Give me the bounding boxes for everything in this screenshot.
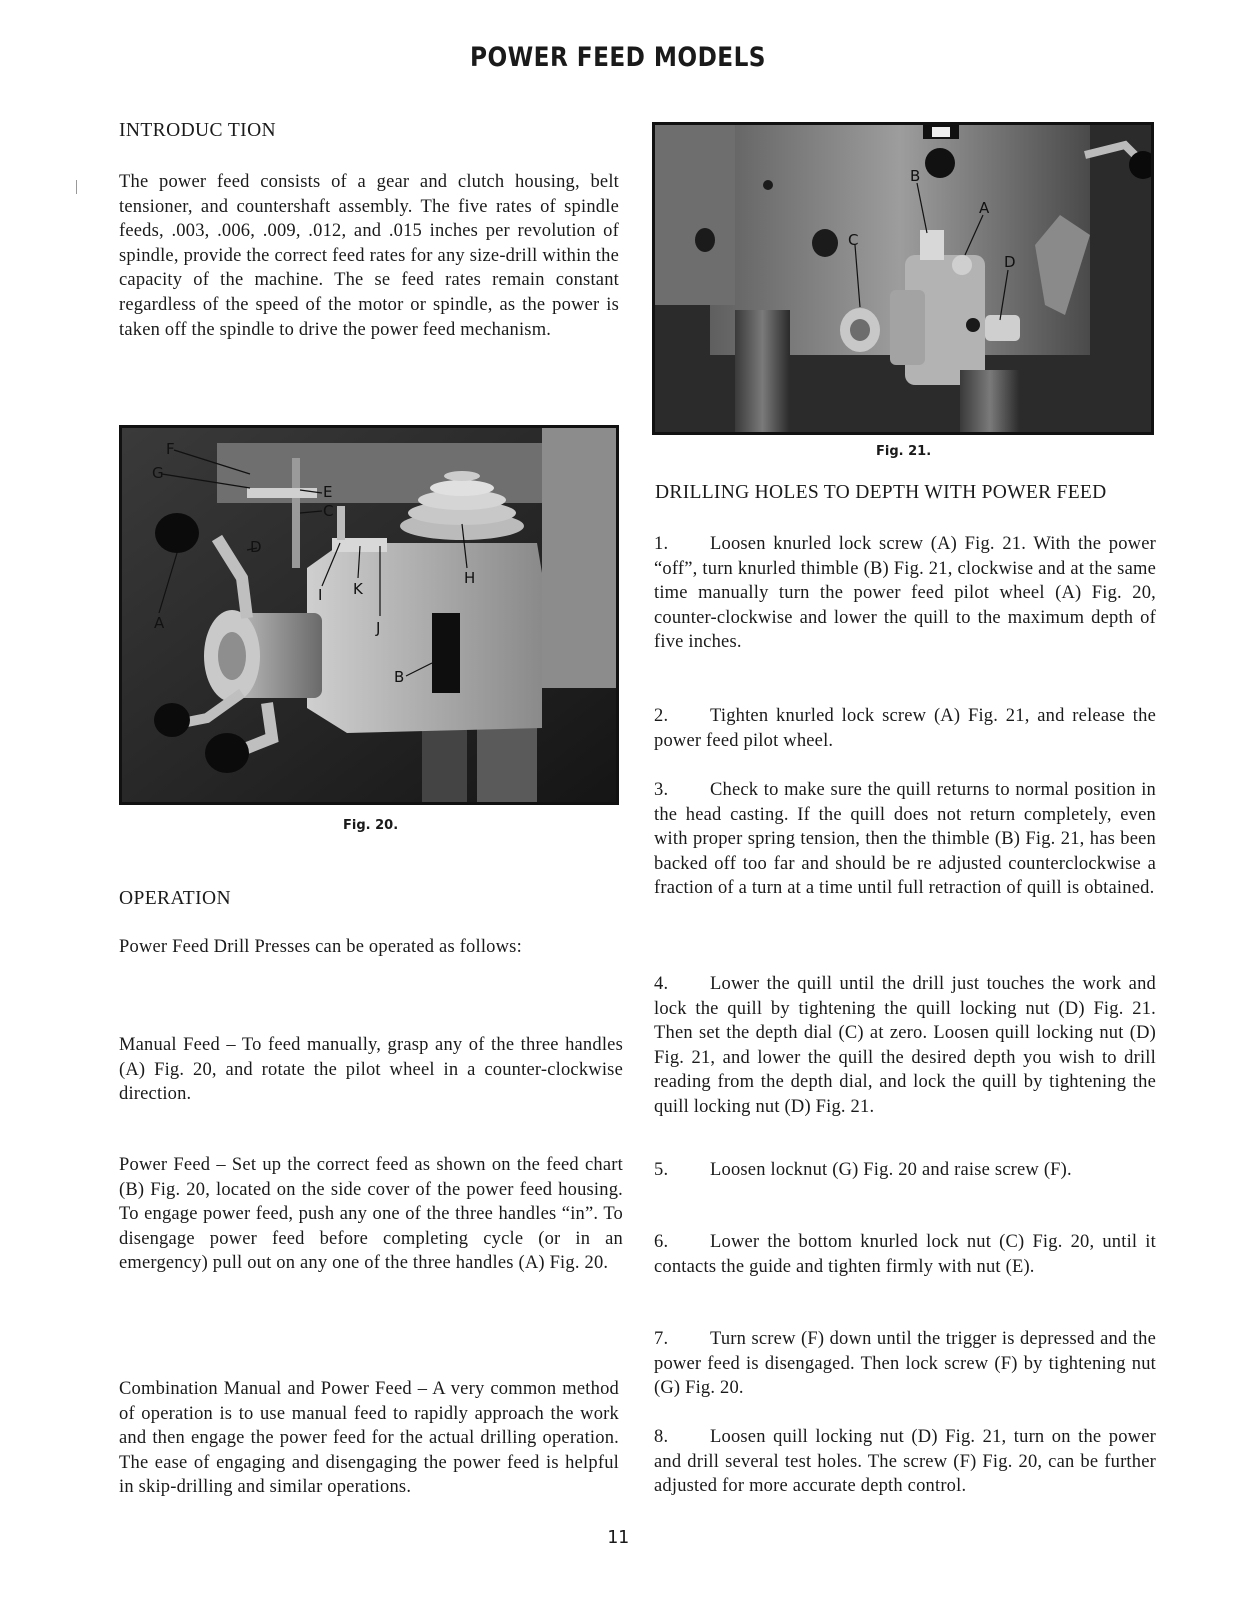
figure-20-caption: Fig. 20. (343, 818, 399, 833)
step-number: 2. (654, 706, 669, 726)
step-number: 5. (654, 1160, 669, 1180)
margin-mark (76, 180, 77, 194)
figure-20-photo (119, 425, 619, 805)
manual-feed-text: Manual Feed – To feed manually, grasp any of the three handles (A) Fig. 20, and rotate the pilot wheel in a counter-clockwise direction. (119, 1035, 623, 1105)
step-number: 6. (654, 1232, 669, 1252)
step-number: 1. (654, 534, 669, 554)
fig20-label: F (166, 440, 175, 458)
step-4 (654, 972, 1156, 1120)
step-5 (654, 1158, 1156, 1183)
step-1 (654, 532, 1156, 655)
step-text: Lower the bottom knurled lock nut (C) Fig. 20, until it contacts the guide and tighten firmly with nut (E). (654, 1232, 1156, 1277)
step-text: Loosen locknut (G) Fig. 20 and raise screw (F). (710, 1160, 1072, 1180)
fig20-label: I (318, 586, 323, 604)
step-2 (654, 704, 1156, 753)
fig20-label: A (154, 614, 165, 632)
fig20-label: K (353, 580, 363, 598)
fig21-label: C (848, 231, 859, 249)
figure-21-photo (652, 122, 1154, 435)
fig20-label: C (323, 502, 334, 520)
fig20-label: J (376, 619, 381, 637)
fig21-label: B (910, 167, 921, 185)
combination-feed-text: Combination Manual and Power Feed – A very common method of operation is to use manual feed to rapidly approach the work and then engage the power feed for the actual drilling operation. The ease of engaging and disengaging the power feed is helpful in skip-drilling and similar operations. (119, 1379, 619, 1498)
operation-intro: Power Feed Drill Presses can be operated as follows: (119, 937, 522, 957)
figure-21-caption: Fig. 21. (876, 444, 932, 459)
step-number: 4. (654, 974, 669, 994)
step-text: Turn screw (F) down until the trigger is depressed and the power feed is disengaged. Then lock screw (F) by tightening nut (G) Fig. 20. (654, 1329, 1156, 1399)
step-number: 3. (654, 780, 669, 800)
introduction-text: The power feed consists of a gear and clutch housing, belt tensioner, and countershaft assembly. The five rates of spindle feeds, .003, .006, .009, .012, and .015 inches per revolution of spindle, provide the correct feed rates for any size-drill within the capacity of the machine. The se feed rates remain constant regardless of the speed of the motor or spindle, as the power is taken off the spindle to drive the power feed mechanism. (119, 172, 619, 340)
fig21-label: D (1004, 253, 1016, 271)
fig20-label: G (152, 464, 164, 482)
page-number: 11 (607, 1527, 629, 1548)
step-number: 8. (654, 1427, 669, 1447)
drilling-heading: DRILLING HOLES TO DEPTH WITH POWER FEED (655, 482, 1107, 503)
page-title: POWER FEED MODELS (470, 42, 766, 73)
fig20-label: B (394, 668, 405, 686)
step-8 (654, 1425, 1156, 1499)
fig21-label: A (979, 199, 990, 217)
step-7 (654, 1327, 1156, 1401)
introduction-heading: INTRODUC TION (119, 120, 277, 141)
fig20-label: H (464, 569, 476, 587)
step-text: Loosen knurled lock screw (A) Fig. 21. With the power “off”, turn knurled thimble (B) Fig. 21, clockwise and at the same time manually turn the power feed pilot wheel (A) Fig. 20, counter-clockwise and lower the quill to the maximum depth of five inches. (654, 534, 1156, 653)
step-text: Loosen quill locking nut (D) Fig. 21, turn on the power and drill several test holes. The screw (F) Fig. 20, can be further adjusted for more accurate depth control. (654, 1427, 1156, 1497)
step-number: 7. (654, 1329, 669, 1349)
fig20-label: D (250, 538, 262, 556)
step-text: Check to make sure the quill returns to normal position in the head casting. If the quill does not return completely, even with proper spring tension, then the thimble (B) Fig. 21, has been backed off too far and should be re adjusted counterclockwise a fraction of a turn at a time until full retraction of quill is obtained. (654, 780, 1156, 899)
fig20-label: E (323, 483, 333, 501)
operation-heading: OPERATION (119, 888, 231, 909)
step-text: Lower the quill until the drill just touches the work and lock the quill by tightening the quill locking nut (D) Fig. 21. Then set the depth dial (C) at zero. Loosen quill locking nut (D) Fig. 21, and lower the quill the desired depth you wish to drill reading from the depth dial, and lock the quill by tightening the quill locking nut (D) Fig. 21. (654, 974, 1156, 1117)
power-feed-text: Power Feed – Set up the correct feed as shown on the feed chart (B) Fig. 20, located on the side cover of the power feed housing. To engage power feed, push any one of the three handles “in”. To disengage power feed before completing cycle (or in an emergency) pull out on any one of the three handles (A) Fig. 20. (119, 1155, 623, 1274)
step-6 (654, 1230, 1156, 1279)
step-3 (654, 778, 1156, 901)
step-text: Tighten knurled lock screw (A) Fig. 21, and release the power feed pilot wheel. (654, 706, 1156, 751)
